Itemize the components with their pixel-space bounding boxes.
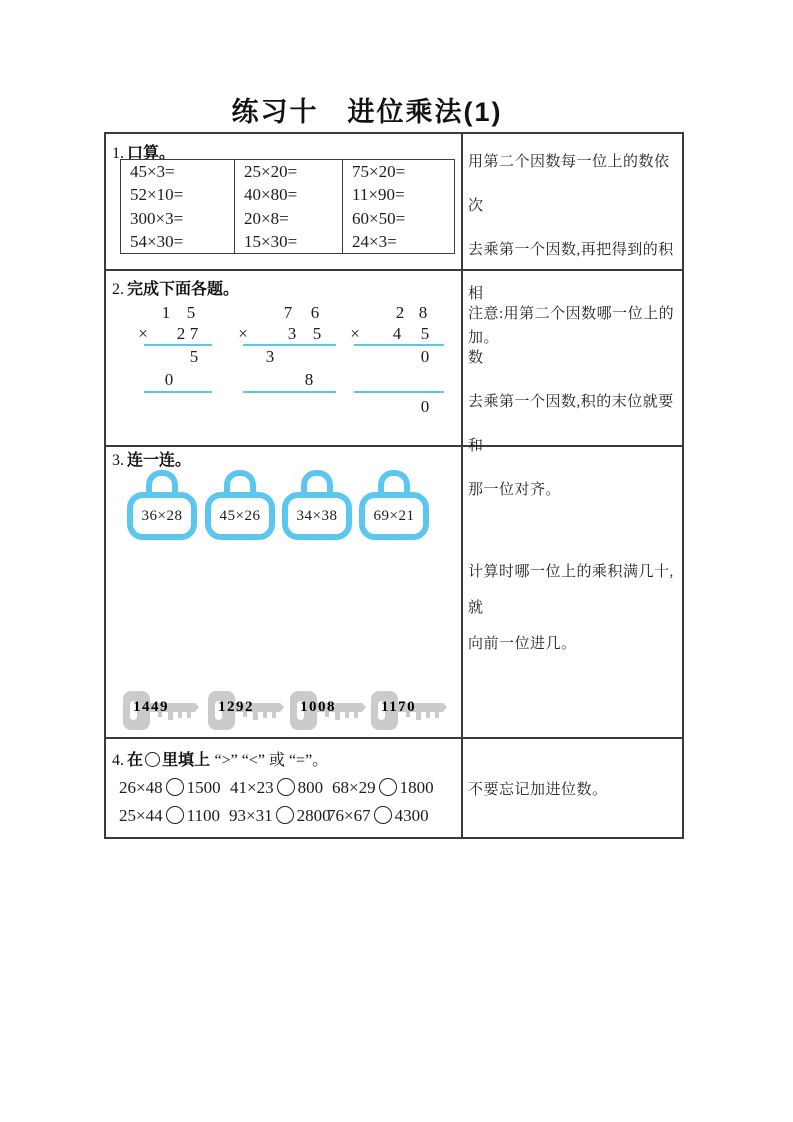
- lock-label: 36×28: [127, 492, 197, 540]
- comparison-item: [229, 806, 331, 826]
- section4-title-pre: 在: [127, 752, 144, 769]
- section4-title-mid: 里填上: [162, 752, 211, 769]
- section4-heading: [112, 747, 328, 770]
- column-divider: [461, 134, 463, 837]
- section2-title: 完成下面各题。: [127, 281, 240, 298]
- vm1-rule: [144, 344, 212, 346]
- section1-number: 1.: [112, 145, 124, 162]
- vm1-digit: 1: [161, 303, 171, 322]
- lock-label: 45×26: [205, 492, 275, 540]
- vm3-partial: 0: [420, 347, 430, 366]
- answer-circle: [379, 778, 397, 796]
- answer-circle: [276, 806, 294, 824]
- comparison-left: 68×29: [332, 778, 376, 797]
- vm2-digit: 6: [310, 303, 320, 322]
- lock-label: 34×38: [282, 492, 352, 540]
- vm3-rule: [354, 391, 444, 393]
- key-shape: [122, 687, 200, 733]
- section4-number: 4.: [112, 752, 124, 769]
- worksheet-table: [104, 132, 684, 839]
- tip-line: 去乘第一个因数,再把得到的积相: [468, 242, 674, 302]
- page-title: 练习十 进位乘法(1): [231, 97, 503, 127]
- section4-operators: “>” “<” 或 “=”。: [214, 752, 329, 769]
- vm2-rule: [243, 344, 336, 346]
- oral-problem: 25×20=: [244, 162, 298, 182]
- key-answer: 1449: [133, 699, 169, 715]
- vm3-digit: 4: [392, 324, 402, 343]
- vm3-rule: [354, 344, 444, 346]
- answer-circle: [277, 778, 295, 796]
- key-answer: 1008: [300, 699, 336, 715]
- row-divider-3: [106, 737, 682, 739]
- multiply-sign: ×: [238, 324, 248, 343]
- oral-problem: 75×20=: [352, 162, 406, 182]
- section3-title: 连一连。: [127, 452, 192, 469]
- key-answer: 1292: [218, 699, 254, 715]
- vm1-partial: 5: [189, 347, 199, 366]
- comparison-left: 41×23: [230, 778, 274, 797]
- oral-problem: 52×10=: [130, 185, 184, 205]
- comparison-left: 25×44: [119, 806, 163, 825]
- tip-line: 去乘第一个因数,积的末位就要和: [468, 394, 674, 454]
- vm3-digit: 8: [418, 303, 428, 322]
- comparison-right: 4300: [394, 806, 429, 825]
- oral-problems-table: [120, 159, 455, 254]
- tip-line: 计算时哪一位上的乘积满几十,就: [468, 564, 674, 616]
- comparison-item: [332, 778, 434, 798]
- vm3-digit: 5: [420, 324, 430, 343]
- oral-problem: 54×30=: [130, 231, 184, 251]
- section2-heading: [112, 276, 239, 299]
- oral-column-3: [343, 160, 454, 253]
- comparison-left: 26×48: [119, 778, 163, 797]
- tip-section4: [468, 780, 676, 800]
- section3-number: 3.: [112, 452, 124, 469]
- vm1-digit: 5: [186, 303, 196, 322]
- key-shape: [207, 687, 285, 733]
- circle-placeholder-icon: [145, 752, 160, 767]
- oral-column-1: [121, 160, 235, 253]
- comparison-right: 800: [297, 778, 324, 797]
- lock-shape: [359, 470, 429, 542]
- key-shape: [370, 687, 448, 733]
- lock-label: 69×21: [359, 492, 429, 540]
- comparison-right: 1100: [186, 806, 220, 825]
- tip-line: 向前一位进几。: [468, 636, 577, 652]
- vm2-partial: 8: [304, 370, 314, 389]
- comparison-item: [119, 778, 221, 798]
- vm3-digit: 2: [395, 303, 405, 322]
- lock-shape: [282, 470, 352, 542]
- vm2-partial: 3: [265, 347, 275, 366]
- comparison-item: [327, 806, 429, 826]
- tip-section3: [468, 554, 676, 662]
- oral-problem: 15×30=: [244, 231, 298, 251]
- multiply-sign: ×: [350, 324, 360, 343]
- tip-line: 用第二个因数每一位上的数依次: [468, 154, 670, 214]
- comparison-right: 1500: [186, 778, 221, 797]
- comparison-left: 76×67: [327, 806, 371, 825]
- vm2-rule: [243, 391, 336, 393]
- vm2-digit: 3: [287, 324, 297, 343]
- vm1-digit: 2: [176, 324, 186, 343]
- lock-shape: [205, 470, 275, 542]
- oral-problem: 45×3=: [130, 162, 175, 182]
- oral-problem: 60×50=: [352, 208, 406, 228]
- section3-heading: [112, 447, 191, 470]
- vm3-final: 0: [420, 397, 430, 416]
- section1-title: 口算。: [127, 145, 176, 162]
- answer-circle: [166, 778, 184, 796]
- comparison-right: 2800: [296, 806, 331, 825]
- vm1-rule: [144, 391, 212, 393]
- oral-problem: 24×3=: [352, 231, 397, 251]
- vm2-digit: 7: [283, 303, 293, 322]
- key-answer: 1170: [381, 699, 417, 715]
- lock-shape: [127, 470, 197, 542]
- vm2-digit: 5: [312, 324, 322, 343]
- tip-line: 加。: [468, 330, 500, 346]
- tip-line: 不要忘记加进位数。: [468, 782, 608, 798]
- comparison-item: [230, 778, 323, 798]
- tip-line: 注意:用第二个因数哪一位上的数: [468, 306, 675, 366]
- comparison-right: 1800: [399, 778, 434, 797]
- oral-problem: 300×3=: [130, 208, 184, 228]
- oral-problem: 40×80=: [244, 185, 298, 205]
- answer-circle: [166, 806, 184, 824]
- oral-problem: 20×8=: [244, 208, 289, 228]
- vm1-digit: 7: [189, 324, 199, 343]
- answer-circle: [374, 806, 392, 824]
- vm1-partial: 0: [164, 370, 174, 389]
- oral-column-2: [235, 160, 343, 253]
- section2-number: 2.: [112, 281, 124, 298]
- oral-problem: 11×90=: [352, 185, 405, 205]
- key-shape: [289, 687, 367, 733]
- tip-section2: [468, 292, 676, 512]
- multiply-sign: ×: [138, 324, 148, 343]
- comparison-item: [119, 806, 220, 826]
- tip-line: 那一位对齐。: [468, 482, 562, 498]
- comparison-left: 93×31: [229, 806, 273, 825]
